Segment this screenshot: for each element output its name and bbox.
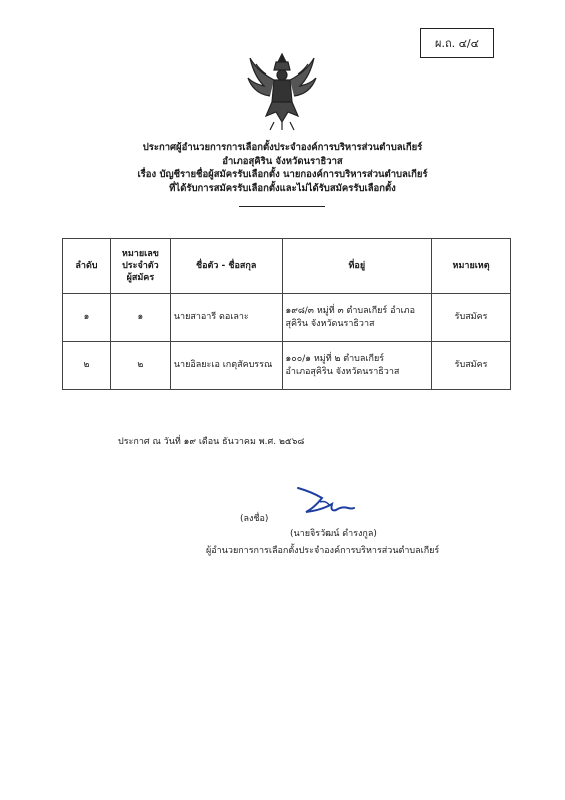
row-address [282, 342, 432, 390]
table-header-row [63, 239, 511, 294]
signer-title: ผู้อำนวยการการเลือกตั้งประจำองค์การบริหารส่วนตำบลเกียร์ [206, 546, 440, 556]
header-address: ที่อยู่ [282, 239, 432, 294]
row-remark: รับสมัคร [432, 342, 511, 390]
row-name: นายอิลยะเอ เกตุสัคบรรณ [170, 342, 282, 390]
signer-name: (นายจิรวัฒน์ ดำรงกูล) [290, 529, 377, 539]
row-address-line-1: ๑๙๘/๓ หมู่ที่ ๓ ตำบลเกียร์ อำเภอ [285, 305, 415, 316]
header-number-line-3: ผู้สมัคร [126, 273, 155, 283]
signed-label: (ลงชื่อ) [240, 514, 269, 524]
row-number: ๑ [110, 294, 170, 342]
header-name: ชื่อตัว - ชื่อสกุล [170, 239, 282, 294]
row-address-line-1: ๑๐๐/๑ หมู่ที่ ๒ ตำบลเกียร์ [285, 353, 385, 364]
row-name: นายสาอารี ดอเลาะ [170, 294, 282, 342]
header-remark: หมายเหตุ [432, 239, 511, 294]
heading-line-4: ที่ได้รับการสมัครรับเลือกตั้งและไม่ได้รับสมัครรับเลือกตั้ง [169, 182, 396, 194]
header-order: ลำดับ [63, 239, 111, 294]
form-number: ผ.ถ. ๔/๔ [435, 37, 479, 50]
garuda-emblem-icon [246, 50, 318, 132]
heading-line-1: ประกาศผู้อำนวยการการเลือกตั้งประจำองค์การบริหารส่วนตำบลเกียร์ [142, 142, 423, 153]
row-address [282, 294, 432, 342]
table-row [63, 342, 511, 390]
row-order: ๒ [63, 342, 111, 390]
handwritten-signature-icon [292, 482, 356, 518]
header-number-line-1: หมายเลข [121, 249, 159, 259]
announcement-heading [40, 141, 525, 195]
row-remark: รับสมัคร [432, 294, 511, 342]
form-number-box [420, 28, 494, 58]
heading-line-2: อำเภอสุคิริน จังหวัดนราธิวาส [222, 155, 343, 167]
heading-line-3: เรื่อง บัญชีรายชื่อผู้สมัครรับเลือกตั้ง นายกองค์การบริหารส่วนตำบลเกียร์ [137, 169, 428, 180]
header-number-line-2: ประจำตัว [122, 261, 159, 271]
row-number: ๒ [110, 342, 170, 390]
table-row [63, 294, 511, 342]
heading-divider [239, 206, 325, 207]
header-number [110, 239, 170, 294]
row-address-line-2: สุคิริน จังหวัดนราธิวาส [285, 318, 375, 329]
candidate-table [62, 238, 511, 390]
notice-date: ประกาศ ณ วันที่ ๑๙ เดือน ธันวาคม พ.ศ. ๒๕๖๘ [118, 437, 305, 447]
row-order: ๑ [63, 294, 111, 342]
row-address-line-2: อำเภอสุคิริน จังหวัดนราธิวาส [285, 366, 400, 377]
